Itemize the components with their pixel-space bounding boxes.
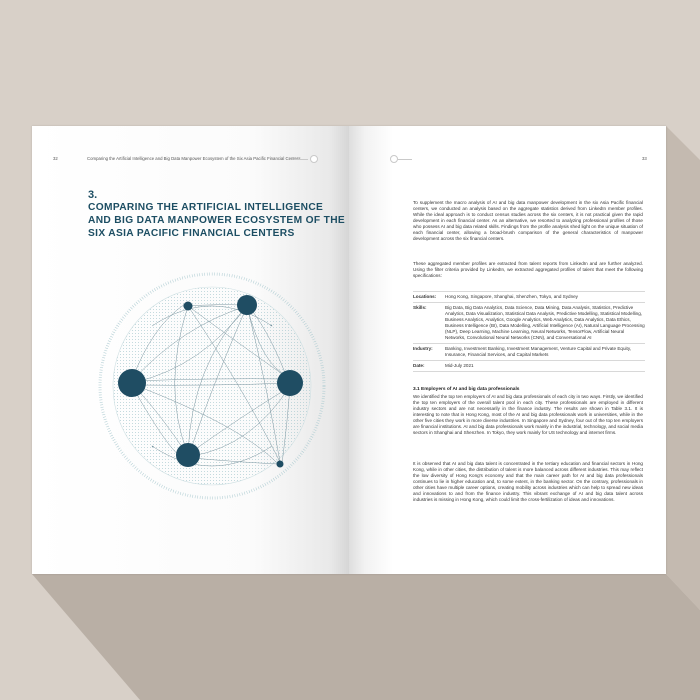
employers-paragraph: We identified the top ten employers of AI and big data professionals of each city in two ways. Firstly, we identified the top ten employers of the overall talent pool in each city. These professionals are employed in different industry sectors and are not necessarily in the finance industry. The results are shown in Table 3.1. It is interesting to note that in Hong Kong, most of the AI and big data professionals work in universities, while in the other five cities they work in more diverse industries. In Singapore and Sydney, four out of the top ten employers are financial institutions. AI and big data professionals work mainly in the industrial, technology, and social media sectors in Shanghai and Shenzhen. In Tokyo, they work mainly for US technology and internet firms. [413, 394, 643, 435]
spec-value: Big Data, Big Data Analytics, Data Science, Data Mining, Data Analysis, Statistics, Predictive Analytics, Data Visualization, Statistical Data Analysis, Predictive Modelling, Statistical Modelling, Business Analytics, Analytics, Google Analytics, Web Analytics, Data Analytics, Data Ethics, Business Intelligence (BI), Data Modelling, Artificial Intelligence (AI), Natural Language Processing (NLP), Deep Learning, Machine Learning, Neural Networks, TensorFlow, Artificial Neural Networks, Convolutional Neural Networks (CNN), and Conversational AI [445, 305, 645, 340]
intro-paragraph: To supplement the macro analysis of AI and big data manpower development in the six Asia Pacific financial centers, we conducted an analysis based on the aggregate statistics derived from LinkedIn member profiles. While the ideal approach is to conduct census studies across the six centers, it is not practical given the rapid development in each financial center. As an alternative, we resorted to analyzing professional profiles of those who possess AI and big data related skills. Findings from the profile analysis shed light on the unique situation of each financial center, allowing a broad-brush comparison of the general characteristics of manpower development across the six financial centers. [413, 200, 643, 241]
spec-label: Locations: [413, 294, 437, 299]
header-dot [390, 155, 398, 163]
chapter-title: COMPARING THE ARTIFICIAL INTELLIGENCE AND BIG DATA MANPOWER ECOSYSTEM OF THE SIX ASIA PACIFIC FINANCIAL CENTERS [88, 202, 346, 239]
spec-table [413, 291, 645, 372]
header-dot [310, 155, 318, 163]
node-bottom-left [176, 443, 200, 467]
page-number-left: 32 [53, 156, 58, 161]
chapter-number: 3. [88, 189, 98, 201]
left-page [32, 126, 349, 574]
spec-value: Hong Kong, Singapore, Shanghai, Shenzhen, Tokyo, and Sydney [445, 294, 578, 299]
running-header: Comparing the Artificial Intelligence and Big Data Manpower Ecosystem of the Six Asia Pacific Financial Centers [87, 156, 301, 161]
spec-value: Mid-July 2021 [445, 363, 474, 368]
header-rule [398, 159, 412, 160]
filter-paragraph: These aggregated member profiles are extracted from talent reports from LinkedIn and are further analyzed. Using the filter criteria provided by LinkedIn, we extracted aggregated profiles of talent that meet the following specifications: [413, 261, 643, 278]
spec-label: Industry: [413, 346, 433, 351]
spec-label: Skills: [413, 305, 427, 310]
header-rule [294, 159, 308, 160]
node-small-bottom-right [277, 461, 284, 468]
talent-paragraph: It is observed that AI and big data talent is concentrated in the tertiary education and financial sectors in Hong Kong, while in other cities, the distribution of talent is more balanced across different industries. This may reflect the low diversity of Hong Kong's economy and that the main career path for AI and big data professionals continues to lie in higher education and, to some extent, in the banking sector. On the contrary, professionals in other cities have multiple career options, creating mobility across industries which can help to spread new ideas and innovations to and from the finance industry. This vibrant exchange of AI and big data talent across industries is missing in Hong Kong, which could limit the cross-fertilization of ideas and innovations. [413, 461, 643, 502]
node-large-left [118, 369, 146, 397]
spec-row-date [413, 361, 645, 372]
spec-row-skills [413, 303, 645, 344]
node-top-right [237, 295, 257, 315]
spec-row-industry [413, 344, 645, 361]
node-large-right [277, 370, 303, 396]
open-booklet [32, 126, 666, 574]
spec-value: Banking, Investment Banking, Investment Management, Venture Capital and Private Equity, Insurance, Financial Services, and Capital Markets [445, 346, 632, 357]
node-small-top-left [184, 302, 193, 311]
spec-row-locations [413, 291, 645, 303]
spec-label: Date: [413, 363, 425, 368]
page-number-right: 33 [642, 156, 647, 161]
network-diagram [92, 266, 332, 506]
right-page [349, 126, 666, 574]
section-title: 3.1 Employers of AI and big data professionals [413, 387, 520, 392]
